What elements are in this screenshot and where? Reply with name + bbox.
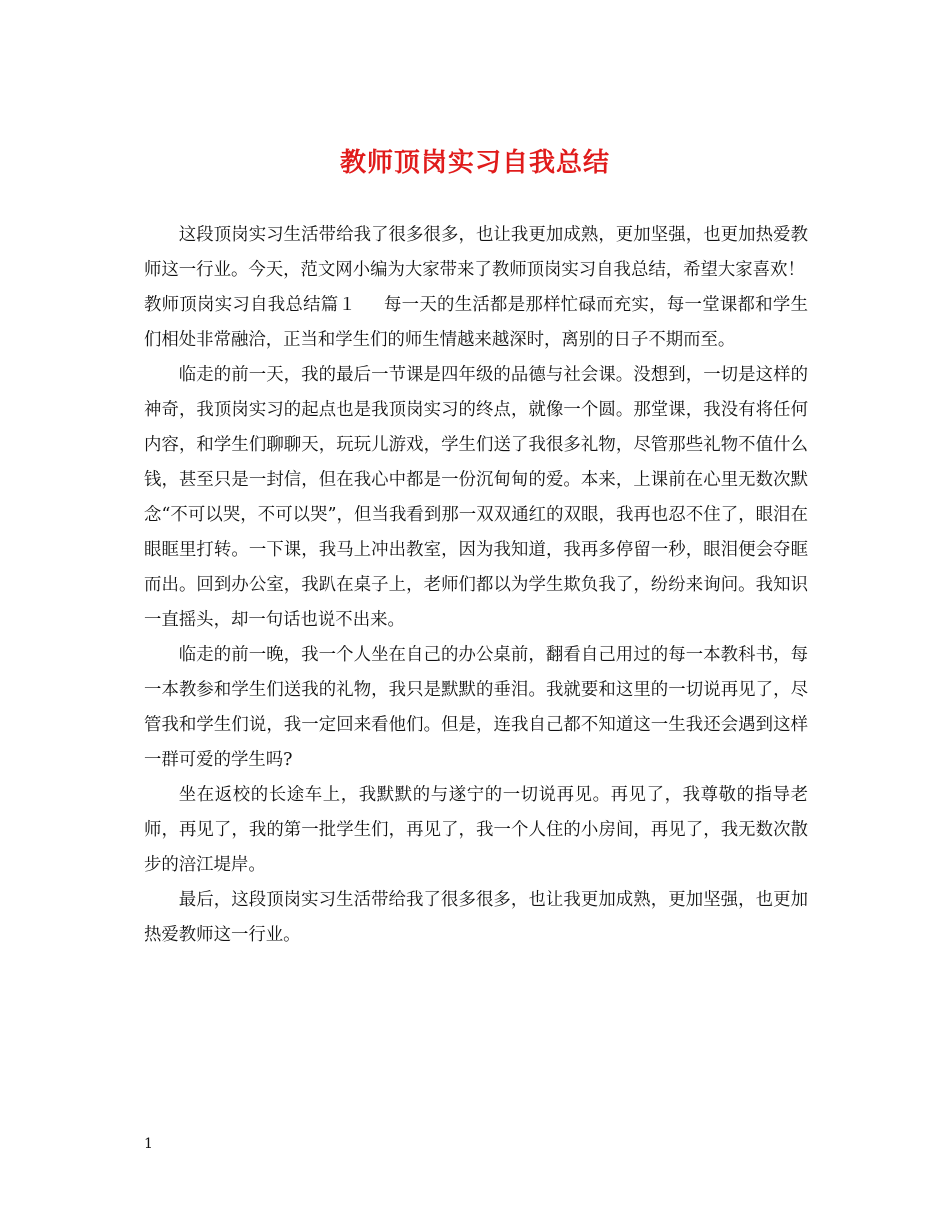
paragraph-conclusion: 最后，这段顶岗实习生活带给我了很多很多，也让我更加成熟，更加坚强，也更加热爱教师这一行业。 [144,890,808,945]
page-number: 1 [144,1136,153,1152]
paragraph-last-night: 临走的前一晚，我一个人坐在自己的办公桌前，翻看自己用过的每一本教科书，每一本教参和学生们送我的礼物，我只是默默的垂泪。我就要和这里的一切说再见了，尽管我和学生们说，我一定回来看他们。但是，连我自己都不知道这一生我还会遇到这样一群可爱的学生吗? [144,645,808,770]
document-body [144,218,808,953]
paragraph-section-1 [144,288,808,358]
paragraph-intro: 这段顶岗实习生活带给我了很多很多，也让我更加成熟，更加坚强，也更加热爱教师这一行业。今天，范文网小编为大家带来了教师顶岗实习自我总结，希望大家喜欢！ [144,225,808,280]
section-heading: 教师顶岗实习自我总结篇１ [144,295,357,315]
paragraph-last-day: 临走的前一天，我的最后一节课是四年级的品德与社会课。没想到，一切是这样的神奇，我顶岗实习的起点也是我顶岗实习的终点，就像一个圆。那堂课，我没有将任何内容，和学生们聊聊天，玩玩儿游戏，学生们送了我很多礼物，尽管那些礼物不值什么钱，甚至只是一封信，但在我心中都是一份沉甸甸的爱。本来，上课前在心里无数次默念“不可以哭，不可以哭”，但当我看到那一双双通红的双眼，我再也忍不住了，眼泪在眼眶里打转。一下课，我马上冲出教室，因为我知道，我再多停留一秒，眼泪便会夺眶而出。回到办公室，我趴在桌子上，老师们都以为学生欺负我了，纷纷来询问。我知识一直摇头，却一句话也说不出来。 [144,365,808,630]
section-1-text: 每一天的生活都是那样忙碌而充实，每一堂课都和学生们相处非常融洽，正当和学生们的师生情越来越深时，离别的日子不期而至。 [144,295,808,350]
paragraph-return-trip: 坐在返校的长途车上，我默默的与遂宁的一切说再见。再见了，我尊敬的指导老师，再见了，我的第一批学生们，再见了，我一个人住的小房间，再见了，我无数次散步的涪江堤岸。 [144,785,808,875]
document-title: 教师顶岗实习自我总结 [339,148,610,178]
